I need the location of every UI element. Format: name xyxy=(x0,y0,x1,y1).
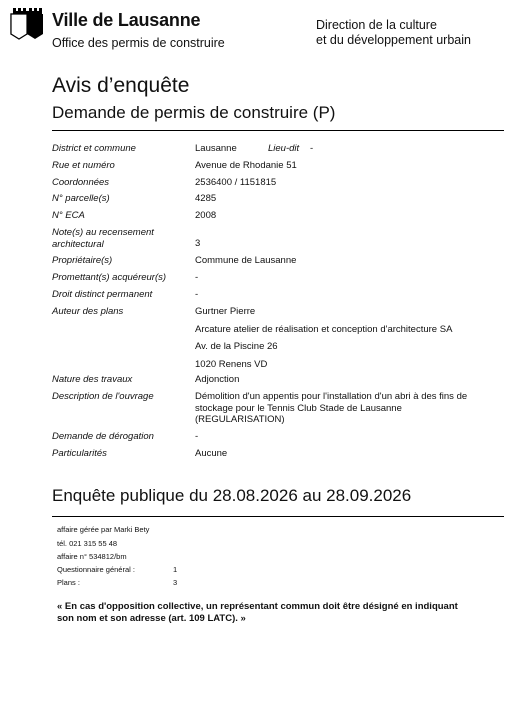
case-number: affaire n° 534812/bm xyxy=(57,552,127,561)
field-label: District et commune xyxy=(52,143,136,154)
field-label-line: architectural xyxy=(52,238,104,250)
field-value: Commune de Lausanne xyxy=(195,255,297,266)
department-line-1: Direction de la culture xyxy=(316,18,437,32)
field-value: - xyxy=(195,272,199,283)
field-value: - xyxy=(310,143,314,154)
field-value-line: Démolition d'un appentis pour l'installation d'un abri à des fins de xyxy=(195,391,468,402)
header xyxy=(0,0,523,62)
field-label: Particularités xyxy=(52,448,107,459)
field-label: Droit distinct permanent xyxy=(52,289,153,300)
field-value: - xyxy=(195,431,199,442)
enquete-dates: Enquête publique du 28.08.2026 au 28.09.2026 xyxy=(52,486,412,505)
field-value: 4285 xyxy=(195,193,217,204)
field-label: Demande de dérogation xyxy=(52,431,154,442)
field-label: Questionnaire général : xyxy=(57,565,135,574)
city-name: Ville de Lausanne xyxy=(52,10,201,30)
field-value: 3 xyxy=(195,238,201,249)
field-label: Promettant(s) acquéreur(s) xyxy=(52,272,167,283)
field-label: N° parcelle(s) xyxy=(52,193,110,204)
field-value xyxy=(195,391,500,426)
opposition-note xyxy=(57,601,497,625)
plans-count xyxy=(57,578,178,587)
lausanne-coat-of-arms-logo xyxy=(9,8,46,40)
questionnaire-count xyxy=(57,565,178,574)
field-label: Lieu-dit xyxy=(268,143,300,154)
document-subtitle: Demande de permis de construire (P) xyxy=(52,103,336,122)
field-value-line: stockage pour le Tennis Club Stade de Lausanne xyxy=(195,402,402,414)
department-line-2: et du développement urbain xyxy=(316,33,471,47)
field-value: - xyxy=(195,289,199,300)
department-name xyxy=(316,18,471,48)
field-label-line: Note(s) au recensement xyxy=(52,227,154,238)
field-label: Nature des travaux xyxy=(52,374,133,385)
field-label: Rue et numéro xyxy=(52,160,115,171)
field-label: N° ECA xyxy=(52,210,85,221)
field-value: Aucune xyxy=(195,448,228,459)
field-value: Avenue de Rhodanie 51 xyxy=(195,160,297,171)
document-title: Avis d’enquête xyxy=(52,74,190,97)
field-value-line: Arcature atelier de réalisation et conception d'architecture SA xyxy=(195,323,453,335)
field-label: Description de l'ouvrage xyxy=(52,391,154,402)
field-value: Lausanne xyxy=(195,143,237,154)
field-value xyxy=(195,306,500,370)
divider-top xyxy=(52,130,504,131)
field-value: Adjonction xyxy=(195,374,240,385)
field-value-line: Av. de la Piscine 26 xyxy=(195,341,278,352)
case-phone: tél. 021 315 55 48 xyxy=(57,539,118,548)
divider-bottom xyxy=(52,516,504,517)
field-value-line: 1020 Renens VD xyxy=(195,358,268,370)
field-value: 2536400 / 1151815 xyxy=(195,177,277,188)
office-name: Office des permis de construire xyxy=(52,36,225,50)
field-label: Coordonnées xyxy=(52,177,110,188)
note-line: « En cas d'opposition collective, un représentant commun doit être désigné en indiquant xyxy=(57,601,458,612)
field-value: 1 xyxy=(173,565,178,574)
field-label: Auteur des plans xyxy=(52,306,124,317)
field-value: 3 xyxy=(173,578,178,587)
field-label xyxy=(52,227,192,250)
field-label: Plans : xyxy=(57,578,80,587)
note-line: son nom et son adresse (art. 109 LATC). » xyxy=(57,613,246,624)
field-value-line: Gurtner Pierre xyxy=(195,306,256,317)
field-label: Propriétaire(s) xyxy=(52,255,113,266)
field-value-line: (REGULARISATION) xyxy=(195,414,285,425)
case-manager: affaire gérée par Marki Bety xyxy=(57,525,150,534)
field-value: 2008 xyxy=(195,210,217,221)
